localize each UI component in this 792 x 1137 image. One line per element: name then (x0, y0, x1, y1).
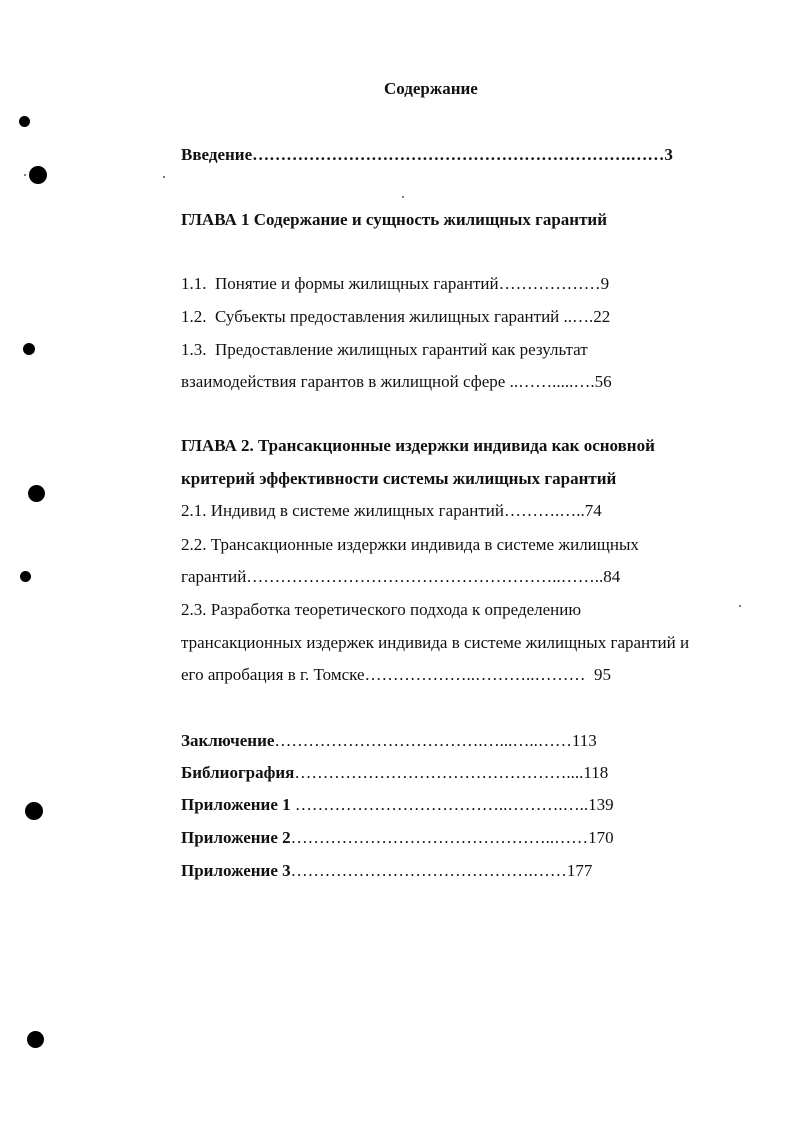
punch-hole (27, 1031, 44, 1048)
page-title: Содержание (384, 79, 478, 98)
back-matter-page: ……………………………….…...…..……113 (274, 731, 597, 750)
toc-item: 2.3. Разработка теоретического подхода к определению (181, 600, 582, 619)
back-matter-label: Библиография (181, 763, 295, 782)
toc-item: 1.1. Понятие и формы жилищных гарантий………………9 (181, 274, 610, 293)
chapter1-heading: ГЛАВА 1 Содержание и сущность жилищных гарантий (181, 210, 608, 229)
back-matter-page: …………………………………………....118 (294, 763, 609, 782)
punch-hole (28, 485, 45, 502)
punch-hole (25, 802, 43, 820)
punch-hole (23, 343, 35, 355)
scan-speck (739, 605, 741, 607)
chapter2-heading: критерий эффективности системы жилищных гарантий (181, 469, 617, 488)
toc-item: взаимодействия гарантов в жилищной сфере ..…….....….56 (181, 372, 612, 391)
chapter2-heading: ГЛАВА 2. Трансакционные издержки индивида как основной (181, 436, 655, 455)
back-matter-item (181, 763, 608, 783)
back-matter-item (181, 731, 597, 751)
back-matter-item (181, 828, 614, 848)
toc-item: 1.3. Предоставление жилищных гарантий как результат (181, 340, 588, 359)
back-matter-label: Заключение (181, 731, 275, 750)
back-matter-label: Приложение 1 (181, 795, 291, 814)
punch-hole (19, 116, 30, 127)
back-matter-label: Приложение 2 (181, 828, 291, 847)
toc-item: 2.1. Индивид в системе жилищных гарантий……….…..74 (181, 501, 602, 520)
back-matter-item (181, 795, 614, 815)
back-matter-page: ………………………………………..……170 (290, 828, 614, 847)
scan-speck (402, 196, 404, 198)
punch-hole (20, 571, 31, 582)
toc-item: трансакционных издержек индивида в системе жилищных гарантий и (181, 633, 690, 652)
scan-speck (24, 174, 26, 176)
toc-item: гарантий………………………………………………..……..84 (181, 567, 621, 586)
back-matter-label: Приложение 3 (181, 861, 291, 880)
scan-speck (163, 176, 165, 178)
back-matter-page: …………………………………….……177 (290, 861, 593, 880)
back-matter-item (181, 861, 592, 881)
toc-item: 2.2. Трансакционные издержки индивида в системе жилищных (181, 535, 639, 554)
toc-introduction: Введение………………………………………………………….……3 (181, 145, 673, 164)
back-matter-page: ………………………………..……….…..139 (290, 795, 614, 814)
punch-hole (29, 166, 47, 184)
toc-item: 1.2. Субъекты предоставления жилищных гарантий ..….22 (181, 307, 611, 326)
toc-item: его апробация в г. Томске………………..………..……… 95 (181, 665, 612, 684)
